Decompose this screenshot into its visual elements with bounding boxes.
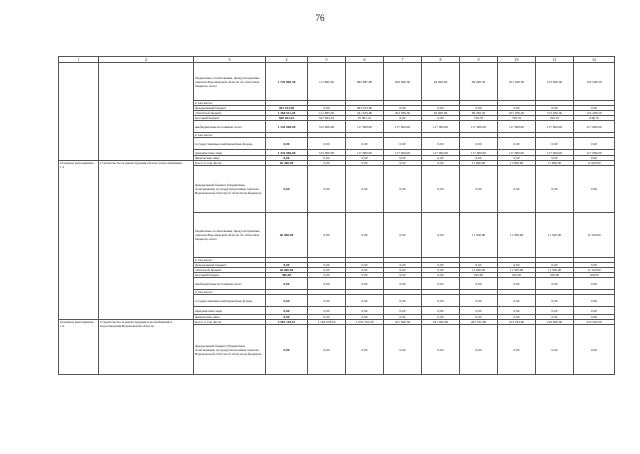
amount-cell: 0,00 <box>346 325 384 375</box>
amount-cell: 0,00 <box>384 138 422 150</box>
amount-cell: 0,00 <box>346 307 384 315</box>
amount-cell: 0,00 <box>384 307 422 315</box>
amount-cell: 537 993,43 <box>308 116 346 121</box>
amount-cell: 0,00 <box>498 106 536 111</box>
amount-cell: 0,00 <box>308 325 346 375</box>
amount-cell: 0,00 <box>384 278 422 290</box>
amount-cell: 0,00 <box>308 268 346 273</box>
amount-cell: 0,00 <box>384 315 422 320</box>
amount-cell: 363 353,90 <box>346 106 384 111</box>
amount-cell: 0,00 <box>346 166 384 213</box>
amount-cell: 515 000,00 <box>308 150 346 156</box>
amount-cell: 0,00 <box>308 263 346 268</box>
amount-cell: 0,00 <box>422 307 460 315</box>
amount-cell: 0,00 <box>536 138 574 150</box>
amount-cell: 117 000,00 <box>536 121 574 133</box>
header-cell: 11 <box>536 57 574 63</box>
amount-cell: 0,00 <box>308 166 346 213</box>
amount-cell: 0,00 <box>308 138 346 150</box>
activity-name-cell: Строительство и реконструкция водоснабжения и водоотведения Воронежской области <box>99 320 194 375</box>
amount-cell: 0,00 <box>266 325 308 375</box>
funding-source-label: физические лица <box>194 156 266 161</box>
amount-cell: 1 334 000,00 <box>266 150 308 156</box>
amount-cell: 0,00 <box>536 307 574 315</box>
amount-cell: 204 366,50 <box>384 111 422 116</box>
amount-cell: 0,00 <box>384 156 422 161</box>
amount-cell: 117 000,00 <box>574 150 615 156</box>
amount-cell: 0,00 <box>422 278 460 290</box>
funding-source-label: государственные внебюджетные фонды <box>194 138 266 150</box>
funding-source-label: в том числе: <box>194 101 266 106</box>
amount-cell: 0,00 <box>346 315 384 320</box>
amount-cell: 342,70 <box>536 116 574 121</box>
amount-cell: 0,00 <box>308 278 346 290</box>
amount-cell: 0,00 <box>422 161 460 166</box>
amount-cell: 566 653,61 <box>266 116 308 121</box>
amount-cell: 0,00 <box>498 156 536 161</box>
header-cell: 3 <box>194 57 266 63</box>
amount-cell: 0,00 <box>308 295 346 307</box>
amount-cell: 0,00 <box>308 273 346 278</box>
header-cell: 7 <box>384 57 422 63</box>
amount-cell: 0,00 <box>460 263 498 268</box>
amount-cell: 225 295,00 <box>574 320 615 325</box>
amount-cell: 0,00 <box>498 295 536 307</box>
amount-cell: 0,00 <box>422 138 460 150</box>
amount-cell: 11 500,00 <box>498 268 536 273</box>
amount-cell: 0,00 <box>308 213 346 258</box>
amount-cell: 181 000,00 <box>422 320 460 325</box>
amount-cell: 0,00 <box>422 166 460 213</box>
activity-code-cell <box>59 63 99 161</box>
amount-cell: 100,00 <box>460 273 498 278</box>
amount-cell: 99 206,30 <box>460 63 498 101</box>
amount-cell: 0,00 <box>422 213 460 258</box>
amount-cell: 0,00 <box>346 278 384 290</box>
amount-cell: 205 335,00 <box>460 320 498 325</box>
amount-cell: 107 206,30 <box>498 63 536 101</box>
funding-source-label: федеральный бюджет (бюджетные ассигнования, не предусмотренные законом Воронежской области об областном бюджете) <box>194 166 266 213</box>
amount-cell: 1 729 865,30 <box>266 63 308 101</box>
amount-cell: 515 000,00 <box>308 121 346 133</box>
funding-source-label: всего, в том числе: <box>194 161 266 166</box>
funding-source-label: областной бюджет <box>194 111 266 116</box>
funding-source-label: федеральный бюджет <box>194 263 266 268</box>
amount-cell: 1 360 511,40 <box>266 111 308 116</box>
page-number: 76 <box>315 13 325 23</box>
budget-table <box>58 56 615 375</box>
amount-cell: 993 987,80 <box>346 63 384 101</box>
amount-cell: 0,00 <box>536 263 574 268</box>
amount-cell: 11 500,00 <box>574 213 615 258</box>
amount-cell: 1 334 000,00 <box>266 121 308 133</box>
amount-cell: 0,00 <box>384 166 422 213</box>
funding-source-label: бюджетные ассигнования, предусмотренные законом Воронежской области об областном бюджете, всего <box>194 63 266 101</box>
amount-cell: 0,00 <box>574 106 615 111</box>
amount-cell: 0,00 <box>346 273 384 278</box>
table-row <box>59 63 615 101</box>
amount-cell: 0,00 <box>422 315 460 320</box>
amount-cell: 0,00 <box>384 295 422 307</box>
amount-cell: 0,00 <box>460 156 498 161</box>
funding-source-label: бюджетные ассигнования, предусмотренные законом Воронежской области об областном бюджете, всего <box>194 213 266 258</box>
amount-cell: 0,00 <box>266 307 308 315</box>
amount-cell: 0,00 <box>536 278 574 290</box>
amount-cell: 0,00 <box>498 263 536 268</box>
amount-cell: 0,00 <box>346 268 384 273</box>
amount-cell: 648,70 <box>574 116 615 121</box>
amount-cell: 0,00 <box>422 106 460 111</box>
amount-cell: 99 206,30 <box>460 111 498 116</box>
amount-cell: 0,00 <box>536 325 574 375</box>
amount-cell: 0,00 <box>266 166 308 213</box>
amount-cell: 107 206,30 <box>498 111 536 116</box>
amount-cell: 11 600,00 <box>498 161 536 166</box>
amount-cell: 117 000,00 <box>536 150 574 156</box>
amount-cell: 0,00 <box>498 166 536 213</box>
amount-cell: 0,00 <box>266 295 308 307</box>
amount-cell: 0,00 <box>384 161 422 166</box>
table-body <box>59 57 615 375</box>
amount-cell: 0,00 <box>574 263 615 268</box>
funding-source-label: юридические лица <box>194 150 266 156</box>
amount-cell: 219 909,00 <box>536 320 574 325</box>
amount-cell: 0,00 <box>422 156 460 161</box>
amount-cell: 0,00 <box>460 106 498 111</box>
amount-cell: 0,00 <box>574 166 615 213</box>
amount-cell: 0,00 <box>422 273 460 278</box>
header-cell: 4 <box>266 57 308 63</box>
amount-cell: 117 000,00 <box>460 121 498 133</box>
amount-cell: 153 206,30 <box>536 111 574 116</box>
header-cell: 12 <box>574 57 615 63</box>
amount-cell: 46 400,00 <box>266 161 308 166</box>
amount-cell: 0,00 <box>422 263 460 268</box>
funding-source-label: физические лица <box>194 315 266 320</box>
amount-cell: 100,00 <box>574 273 615 278</box>
amount-cell: 0,00 <box>536 295 574 307</box>
funding-source-label: в том числе: <box>194 290 266 295</box>
amount-cell: 117 000,00 <box>574 121 615 133</box>
amount-cell: 117 000,00 <box>384 150 422 156</box>
funding-source-label: местный бюджет <box>194 273 266 278</box>
funding-source-label: в том числе: <box>194 258 266 263</box>
amount-cell: 1 164 078,93 <box>308 320 346 325</box>
amount-cell: 0,00 <box>460 325 498 375</box>
amount-cell: 11 600,00 <box>574 161 615 166</box>
amount-cell: 0,00 <box>574 315 615 320</box>
header-cell: 2 <box>99 57 194 63</box>
amount-cell: 213 343,00 <box>498 320 536 325</box>
amount-cell: 64 000,00 <box>422 111 460 116</box>
amount-cell: 0,00 <box>346 156 384 161</box>
amount-cell: 0,00 <box>384 116 422 121</box>
amount-cell: 11 500,00 <box>498 213 536 258</box>
amount-cell: 11 600,00 <box>536 161 574 166</box>
amount-cell: 321 366,50 <box>384 320 422 325</box>
amount-cell: 541 633,90 <box>346 111 384 116</box>
amount-cell: 0,00 <box>536 315 574 320</box>
activity-code-cell: Основное мероприятие 1.2 <box>59 320 99 375</box>
amount-cell: 0,00 <box>266 263 308 268</box>
amount-cell: 111 685,50 <box>308 63 346 101</box>
amount-cell: 0,00 <box>384 213 422 258</box>
funding-source-label: юридические лица <box>194 307 266 315</box>
amount-cell: 0,00 <box>460 315 498 320</box>
header-cell: 1 <box>59 57 99 63</box>
amount-cell: 0,00 <box>308 161 346 166</box>
amount-cell: 119 206,50 <box>574 111 615 116</box>
amount-cell: 0,00 <box>346 213 384 258</box>
header-cell: 9 <box>460 57 498 63</box>
amount-cell: 100,00 <box>498 273 536 278</box>
header-cell: 5 <box>308 57 346 63</box>
amount-cell: 100,00 <box>536 273 574 278</box>
funding-source-label: в том числе: <box>194 133 266 138</box>
amount-cell: 117 000,00 <box>422 150 460 156</box>
amount-cell: 117 000,00 <box>346 121 384 133</box>
amount-cell: 400,00 <box>266 273 308 278</box>
amount-cell: 0,00 <box>498 315 536 320</box>
amount-cell: 0,00 <box>308 315 346 320</box>
amount-cell: 0,00 <box>384 263 422 268</box>
funding-source-label: федеральный бюджет (бюджетные ассигнования, не предусмотренные законом Воронежской области об областном бюджете) <box>194 325 266 375</box>
amount-cell: 0,00 <box>574 307 615 315</box>
amount-cell: 0,00 <box>346 263 384 268</box>
amount-cell: 0,00 <box>498 138 536 150</box>
header-cell: 10 <box>498 57 536 63</box>
amount-cell: 0,00 <box>460 138 498 150</box>
amount-cell: 64 000,00 <box>422 63 460 101</box>
amount-cell: 0,00 <box>498 325 536 375</box>
amount-cell: 0,00 <box>536 156 574 161</box>
activity-name-cell: Строительство и реконструкция систем теплоснабжения <box>99 161 194 320</box>
amount-cell: 117 000,00 <box>498 150 536 156</box>
amount-cell: 11 500,00 <box>536 213 574 258</box>
funding-source-label: всего, в том числе: <box>194 320 266 325</box>
amount-cell: 153 206,30 <box>536 63 574 101</box>
activity-code-cell: Основное мероприятие 1.1 <box>59 161 99 320</box>
funding-source-label: федеральный бюджет <box>194 106 266 111</box>
amount-cell: 728,70 <box>460 116 498 121</box>
amount-cell: 0,00 <box>574 325 615 375</box>
amount-cell: 0,00 <box>266 156 308 161</box>
amount-cell: 363 353,90 <box>266 106 308 111</box>
amount-cell: 117 000,00 <box>346 150 384 156</box>
amount-cell: 0,00 <box>422 116 460 121</box>
amount-cell: 3 581 118,51 <box>266 320 308 325</box>
amount-cell: 0,00 <box>574 278 615 290</box>
amount-cell: 0,00 <box>346 161 384 166</box>
amount-cell: 111 685,50 <box>308 111 346 116</box>
amount-cell: 0,00 <box>574 295 615 307</box>
amount-cell: 0,00 <box>498 278 536 290</box>
amount-cell: 0,00 <box>308 156 346 161</box>
amount-cell: 11 500,00 <box>574 268 615 273</box>
amount-cell: 117 000,00 <box>384 121 422 133</box>
amount-cell: 0,00 <box>460 295 498 307</box>
amount-cell: 0,00 <box>266 315 308 320</box>
amount-cell: 0,00 <box>308 307 346 315</box>
amount-cell: 117 000,00 <box>460 150 498 156</box>
funding-source-label: местный бюджет <box>194 116 266 121</box>
amount-cell: 117 000,00 <box>422 121 460 133</box>
amount-cell: 46 000,00 <box>266 213 308 258</box>
amount-cell: 0,00 <box>266 138 308 150</box>
amount-cell: 46 000,00 <box>266 268 308 273</box>
amount-cell: 0,00 <box>498 307 536 315</box>
amount-cell: 0,00 <box>460 278 498 290</box>
funding-source-label: государственные внебюджетные фонды <box>194 295 266 307</box>
amount-cell: 0,00 <box>536 166 574 213</box>
amount-cell: 117 000,00 <box>498 121 536 133</box>
amount-cell: 11 500,00 <box>460 268 498 273</box>
amount-cell: 0,00 <box>460 166 498 213</box>
amount-cell: 25 807,41 <box>346 116 384 121</box>
funding-source-label: внебюджетные источники, всего <box>194 121 266 133</box>
amount-cell: 736,70 <box>498 116 536 121</box>
amount-cell: 0,00 <box>308 106 346 111</box>
amount-cell: 0,00 <box>384 325 422 375</box>
amount-cell: 0,00 <box>346 295 384 307</box>
activity-name-cell <box>99 63 194 161</box>
amount-cell: 0,00 <box>266 278 308 290</box>
amount-cell: 204 366,50 <box>384 63 422 101</box>
amount-cell: 1 053 791,20 <box>346 320 384 325</box>
amount-cell: 0,00 <box>384 106 422 111</box>
amount-cell: 0,00 <box>574 156 615 161</box>
amount-cell: 0,00 <box>384 268 422 273</box>
funding-source-label: внебюджетные источники, всего <box>194 278 266 290</box>
amount-cell: 0,00 <box>574 138 615 150</box>
amount-cell: 0,00 <box>422 268 460 273</box>
amount-cell: 0,00 <box>422 325 460 375</box>
amount-cell: 119 206,30 <box>574 63 615 101</box>
header-cell: 8 <box>422 57 460 63</box>
amount-cell: 0,00 <box>384 273 422 278</box>
amount-cell: 11 600,00 <box>460 161 498 166</box>
amount-cell: 0,00 <box>346 138 384 150</box>
amount-cell: 11 500,00 <box>460 213 498 258</box>
amount-cell: 0,00 <box>422 295 460 307</box>
header-cell: 6 <box>346 57 384 63</box>
amount-cell: 11 500,00 <box>536 268 574 273</box>
amount-cell: 0,00 <box>536 106 574 111</box>
funding-source-label: областной бюджет <box>194 268 266 273</box>
amount-cell: 0,00 <box>460 307 498 315</box>
